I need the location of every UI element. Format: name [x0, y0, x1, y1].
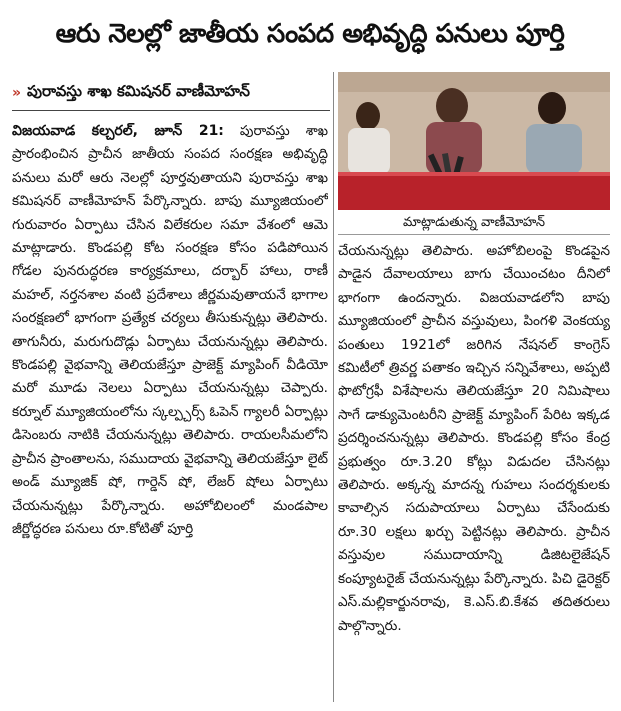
article-body-right: [338, 240, 610, 702]
subheadline-row: [12, 82, 330, 104]
left-column-text: పురావస్తు శాఖ ప్రారంభించిన ప్రాచీన జాతీయ సంపద సంరక్షణ అభివృద్ధి పనులు మరో ఆరు నెలల్లో పూర్తవుతాయని పురావస్తు శాఖ కమిషనర్ వాణీమోహన్ పేర్కొన్నారు. బాపు మ్యూజియంలో గురువారం ఏర్పాటు చేసిన విలేకరుల సమా వేశంలో ఆమె మాట్లాడారు. కొండపల్లి కోట సంరక్షణ కోసం పడిపోయిన గోడల పునరుద్ధరణ కార్యక్రమాలు, దర్బార్ హాలు, రాణీ మహల్, నర్తనశాల వంటి ప్రదేశాలు జీర్ణమవుతాయనే భాగాల సంరక్షణలో భాగంగా ప్రత్యేక చర్యలు తీసుకున్నట్లు తెలిపారు. తాగునీరు, మరుగుదొడ్లు ఏర్పాటు చేయనున్నట్లు తెలిపారు. కొండపల్లి వైభవాన్ని తెలియజేస్తూ ప్రాజెక్ట్ మ్యాపింగ్ వీడియో మరో మూడు నెలలు ఏర్పాటు చేయనున్నట్లు చెప్పారు. కర్నూల్ మ్యూజియంలోను స్కల్ప్చర్స్ ఓపెన్ గ్యాలరీ ఏర్పాట్లు డిసెంబరు నాటికి చేయనున్నట్లు తెలిపారు. రాయలసీమలోని ప్రాచీన ప్రాంతాలను, సముదాయ వైభవాన్ని తెలియజేస్తూ లైట్ అండ్ మ్యూజిక్ షో, గార్డెన్ షో, లేజర్ షోలు ఏర్పాటు చేయనున్నట్లు పేర్కొన్నారు. అహోబిలంలో మండపాల జీర్ణోద్ధరణ పనులు రూ.కోటితో పూర్తి: [12, 123, 328, 537]
photo-illustration: [338, 72, 610, 210]
column-divider: [333, 72, 334, 702]
right-column-text: చేయనున్నట్లు తెలిపారు. అహోబిలంపై కొండపైన పాడైన దేవాలయాలు బాగు చేయించటం దీనిలో భాగంగా ఉందన్నారు. విజయవాడలోని బాపు మ్యూజియంలో ప్రాచీన వస్తువులు, పింగళి వెంకయ్య పంతులు 1921లో జరిగిన నేషనల్ కాంగ్రెస్ కమిటీలో త్రివర్ణ పతాకం ఇచ్చిన సన్నివేశాలు, అప్పటి ఫొటోగ్రఫీ విశేషాలను తెలియజేస్తూ 20 నిమిషాలు సాగే డాక్యుమెంటరీని ప్రాజెక్ట్ మ్యాపింగ్ పేరిట ఇక్కడ ప్రదర్శించనున్నట్లు తెలిపారు. కొండపల్లి కోసం కేంద్ర ప్రభుత్వం రూ.3.20 కోట్లు విడుదల చేసినట్లు తెలిపారు. అక్కన్న మాదన్న గుహలు సందర్శకులకు కావాల్సిన సదుపాయాలు ఏర్పాటు చేసేందుకు రూ.30 లక్షలు ఖర్చు పెట్టినట్లు తెలిపారు. ప్రాచీన వస్తువుల సముదాయాన్ని డిజిటలైజేషన్ కంప్యూటరైజ్ చేయనున్నట్లు పేర్కొన్నారు. పిచి డైరెక్టర్ ఎస్.మల్లికార్జునరావు, కె.ఎస్.బి.కేశవ తదితరులు పాల్గొన్నారు.: [338, 243, 610, 634]
headline: ఆరు నెలల్లో జాతీయ సంపద అభివృద్ధి పనులు పూర్తి: [55, 19, 565, 49]
press-conference-photo: [338, 72, 610, 210]
article-text-left: [12, 120, 328, 541]
dateline: విజయవాడ కల్చరల్, జూన్ 21:: [12, 123, 224, 139]
article-body-left: [12, 120, 328, 702]
subheadline: పురావస్తు శాఖ కమిషనర్ వాణీమోహన్: [27, 82, 250, 100]
photo-caption: మాట్లాడుతున్న వాణీమోహన్: [338, 212, 610, 235]
subheadline-rule: [12, 110, 330, 111]
double-chevron-icon: »: [12, 85, 22, 101]
